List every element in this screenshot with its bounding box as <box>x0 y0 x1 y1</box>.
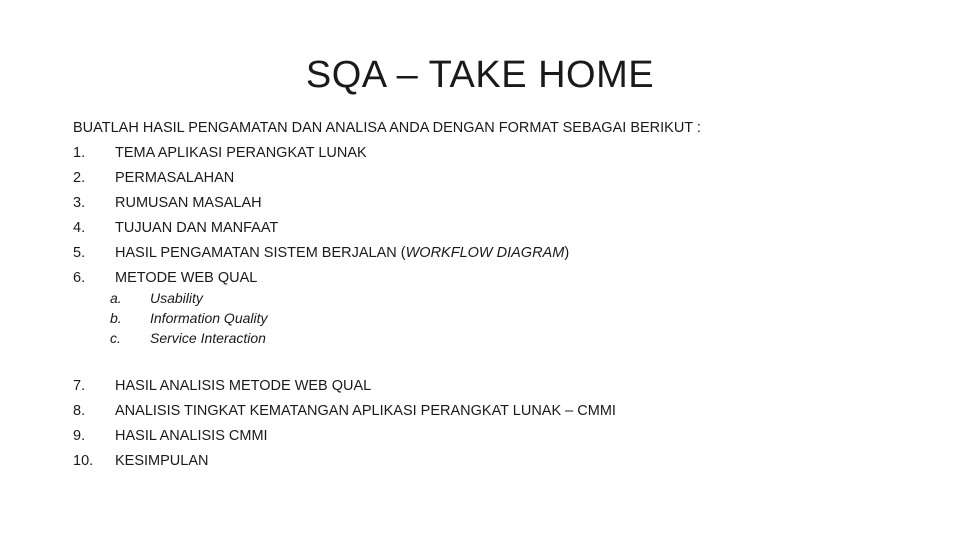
list-item-number: 1. <box>73 145 86 161</box>
list-item <box>73 166 933 191</box>
list-item-number: 9. <box>73 428 86 444</box>
slide-body <box>73 116 933 474</box>
list-item-text: KESIMPULAN <box>115 453 209 469</box>
sub-list-letter: c. <box>110 330 121 346</box>
sub-list <box>110 288 933 348</box>
list-item-number: 8. <box>73 403 86 419</box>
sub-list-item <box>110 328 933 348</box>
list-item-text: TEMA APLIKASI PERANGKAT LUNAK <box>115 145 367 161</box>
list-item <box>73 374 933 399</box>
list-item-text: ANALISIS TINGKAT KEMATANGAN APLIKASI PERANGKAT LUNAK – CMMI <box>115 403 616 419</box>
sub-list-letter: b. <box>110 310 122 326</box>
list-item-text-end: ) <box>564 245 570 261</box>
list-item-text: TUJUAN DAN MANFAAT <box>115 220 279 236</box>
intro-text: BUATLAH HASIL PENGAMATAN DAN ANALISA ANDA DENGAN FORMAT SEBAGAI BERIKUT : <box>73 120 701 136</box>
list-item-text-italic: WORKFLOW DIAGRAM <box>405 245 565 261</box>
sub-list-letter: a. <box>110 290 122 306</box>
sub-list-text: Service Interaction <box>150 330 266 346</box>
sub-list-item <box>110 288 933 308</box>
sub-list-text: Information Quality <box>150 310 268 326</box>
list-item-text: HASIL ANALISIS CMMI <box>115 428 268 444</box>
list-item-number: 6. <box>73 270 86 286</box>
sub-list-item <box>110 308 933 328</box>
list-item <box>73 141 933 166</box>
list-item-text: RUMUSAN MASALAH <box>115 195 262 211</box>
list-item <box>73 399 933 424</box>
list-item-number: 4. <box>73 220 86 236</box>
list-item-number: 5. <box>73 245 86 261</box>
list-item-number: 3. <box>73 195 86 211</box>
list-item <box>73 241 933 266</box>
list-item-text: PERMASALAHAN <box>115 170 235 186</box>
list-item-text: METODE WEB QUAL <box>115 270 258 286</box>
list-item <box>73 216 933 241</box>
list-item-number: 10. <box>73 453 94 469</box>
list-item <box>73 191 933 216</box>
list-item-number: 7. <box>73 378 86 394</box>
sub-list-text: Usability <box>150 290 203 306</box>
list-item <box>73 449 933 474</box>
list-item-number: 2. <box>73 170 86 186</box>
list-item-text <box>115 241 569 266</box>
list-spacer <box>73 348 933 374</box>
list-item-text: HASIL ANALISIS METODE WEB QUAL <box>115 378 372 394</box>
slide-title: SQA – TAKE HOME <box>305 54 655 96</box>
list-item <box>73 424 933 449</box>
list-item-text-plain: HASIL PENGAMATAN SISTEM BERJALAN ( <box>115 245 406 261</box>
